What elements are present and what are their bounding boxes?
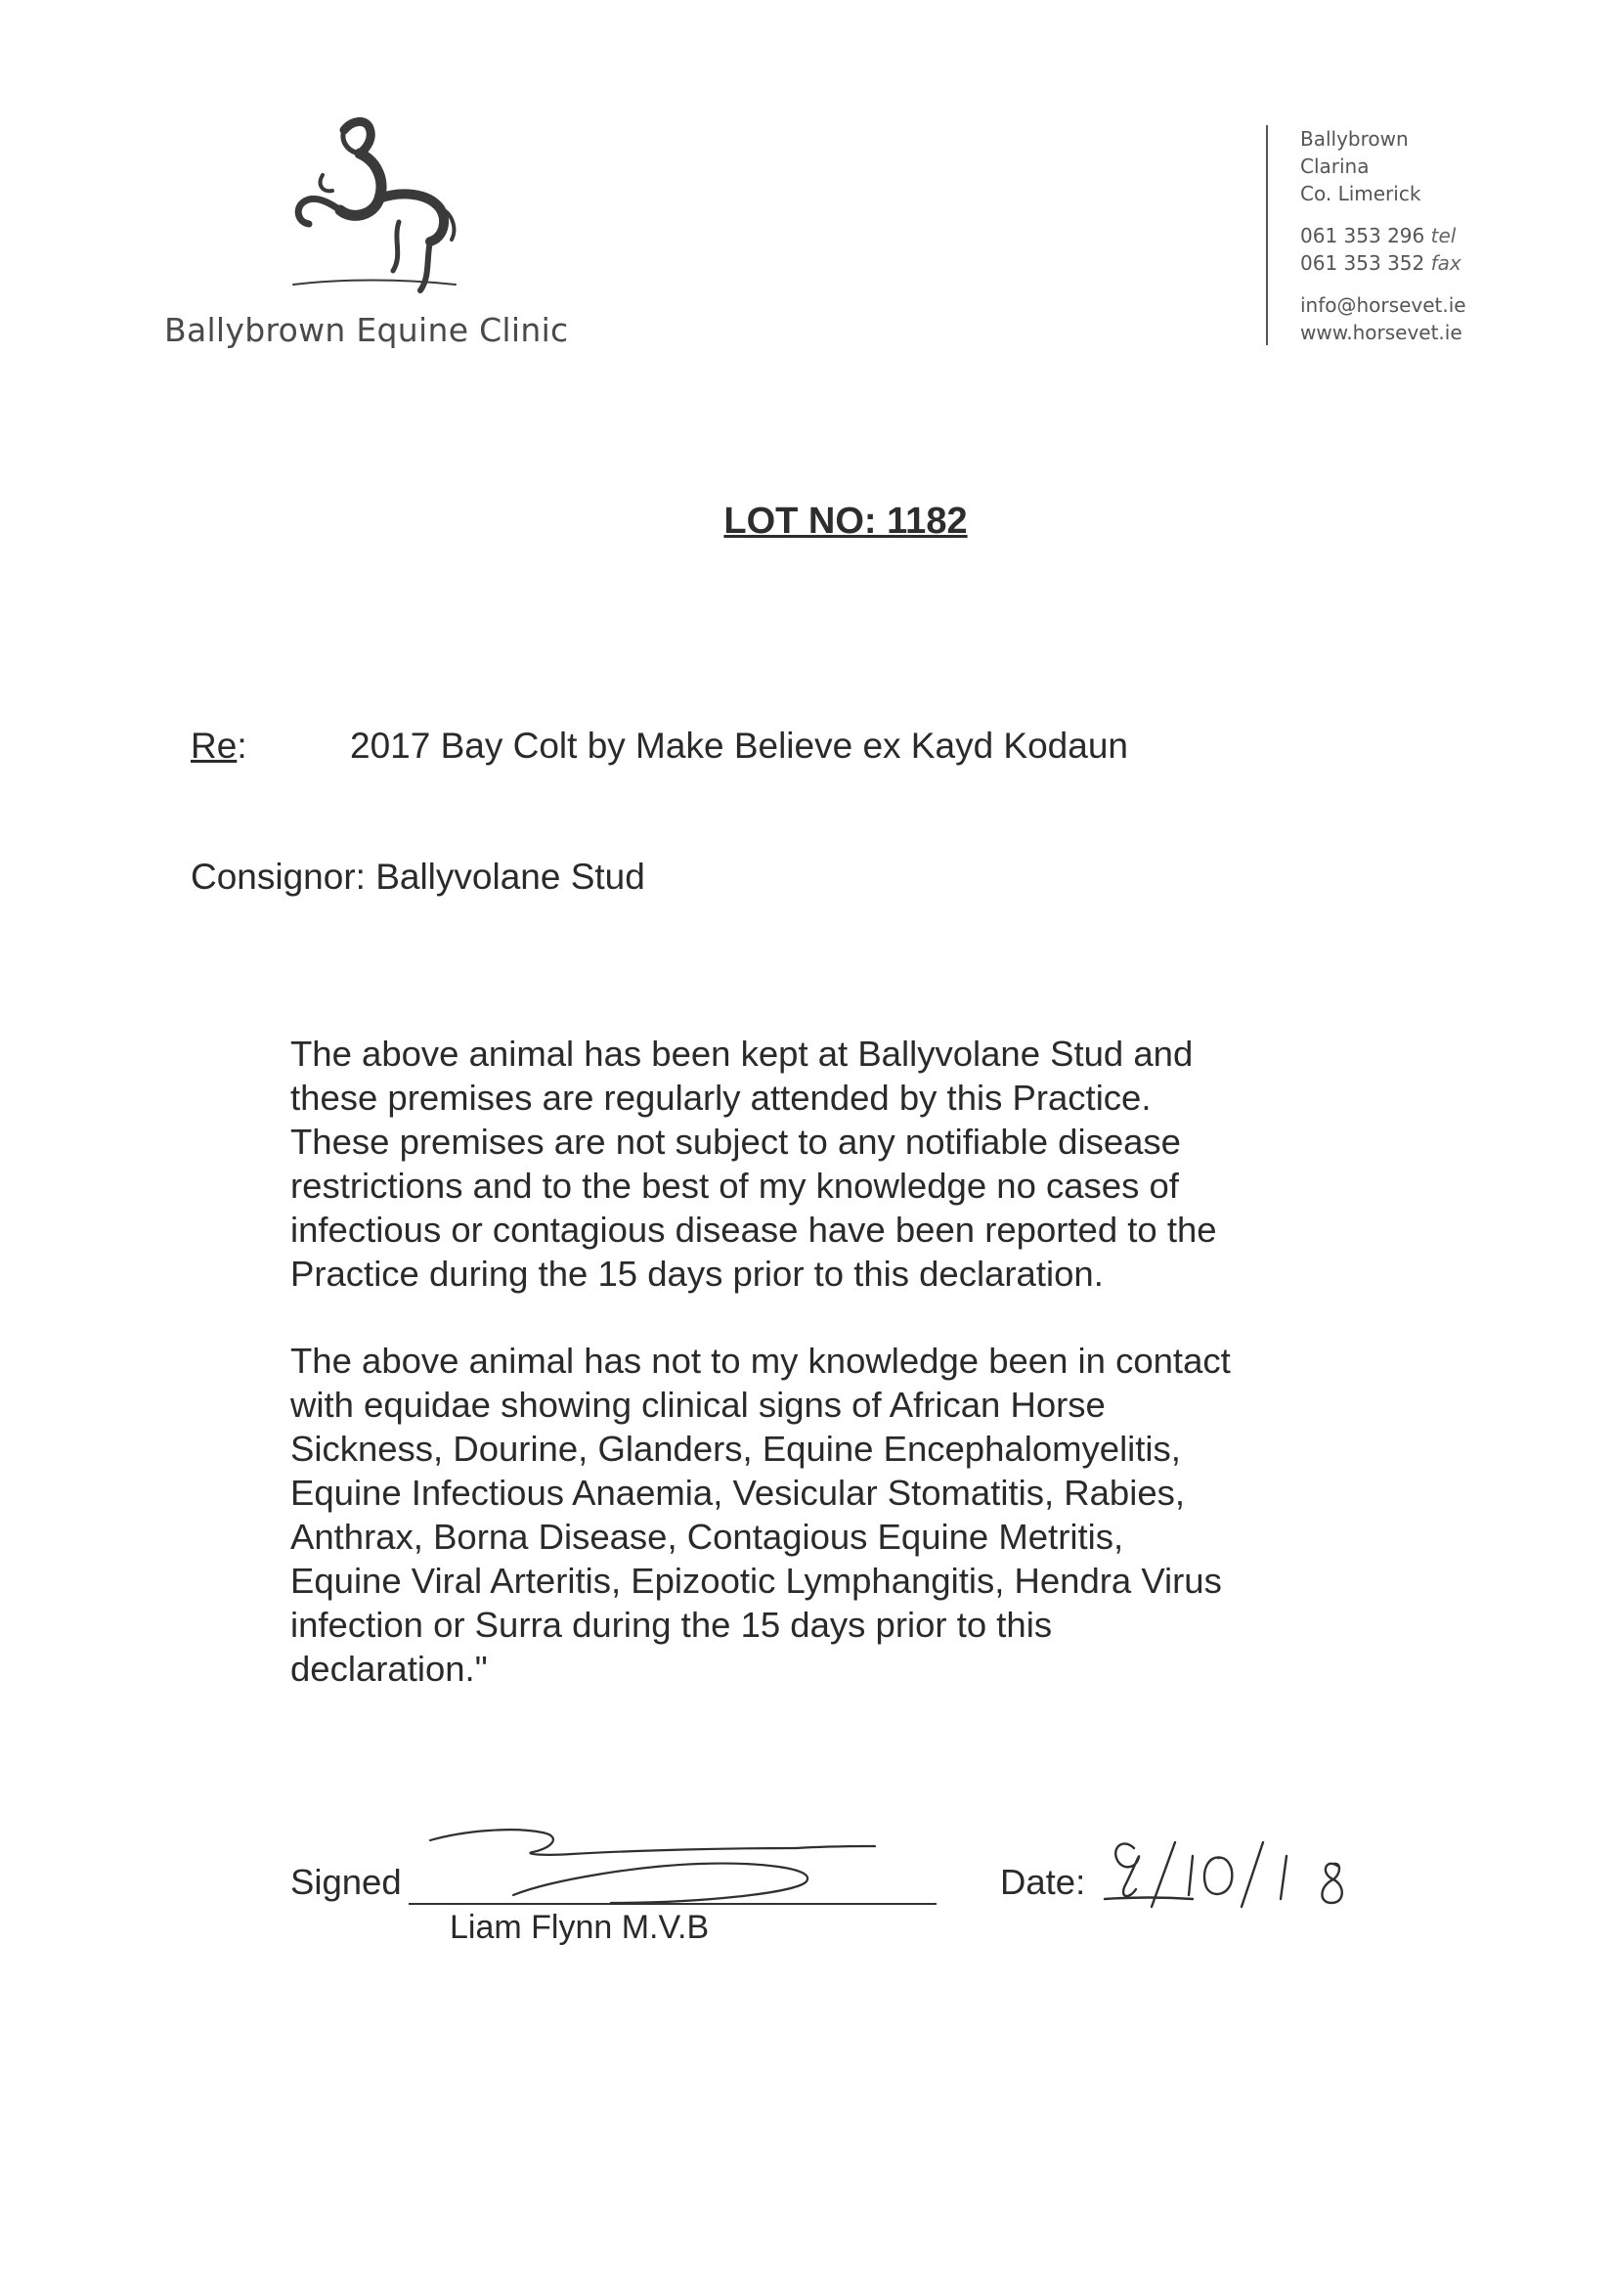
lot-number-heading: LOT NO: 1182: [723, 501, 968, 542]
paragraph-line: Anthrax, Borna Disease, Contagious Equine Metritis,: [290, 1517, 1124, 1557]
letterhead-contact-block: [1300, 125, 1466, 346]
paragraph-line: Equine Infectious Anaemia, Vesicular Stomatitis, Rabies,: [290, 1473, 1186, 1513]
address-line-1: Ballybrown: [1300, 127, 1409, 151]
signed-label: Signed: [290, 1862, 402, 1902]
phone-label: tel: [1430, 224, 1457, 247]
declaration-paragraph-2: [290, 1339, 1336, 1691]
paragraph-line: The above animal has been kept at Ballyvolane Stud and: [290, 1034, 1194, 1074]
paragraph-line: with equidae showing clinical signs of African Horse: [290, 1385, 1106, 1425]
paragraph-line: Sickness, Dourine, Glanders, Equine Encephalomyelitis,: [290, 1429, 1181, 1469]
email-address: info@horsevet.ie: [1300, 293, 1466, 317]
phone-number: 061 353 296: [1300, 224, 1425, 247]
paragraph-line: infectious or contagious disease have been reported to the: [290, 1210, 1217, 1250]
address-line-2: Clarina: [1300, 155, 1370, 178]
paragraph-line: These premises are not subject to any notifiable disease: [290, 1122, 1181, 1162]
fax-label: fax: [1430, 251, 1461, 275]
horse-logo-icon: [284, 112, 469, 298]
paragraph-line: infection or Surra during the 15 days prior to this: [290, 1605, 1053, 1645]
paragraph-line: restrictions and to the best of my knowledge no cases of: [290, 1166, 1179, 1206]
letterhead-divider: [1266, 125, 1268, 345]
handwritten-date: [1095, 1829, 1378, 1926]
paragraph-line: Practice during the 15 days prior to this declaration.: [290, 1254, 1104, 1294]
fax-row: [1300, 249, 1466, 277]
re-label-text: Re: [191, 726, 238, 766]
clinic-name: Ballybrown Equine Clinic: [164, 311, 569, 349]
consignor-line: Consignor: Ballyvolane Stud: [191, 857, 645, 897]
re-label: [191, 726, 247, 767]
re-subject: 2017 Bay Colt by Make Believe ex Kayd Kodaun: [350, 726, 1128, 766]
declaration-paragraph-1: [290, 1032, 1336, 1296]
fax-number: 061 353 352: [1300, 251, 1425, 275]
address-line-3: Co. Limerick: [1300, 182, 1421, 205]
phone-row: [1300, 222, 1466, 249]
paragraph-line: Equine Viral Arteritis, Epizootic Lymphangitis, Hendra Virus: [290, 1561, 1222, 1601]
paragraph-line: these premises are regularly attended by this Practice.: [290, 1078, 1152, 1118]
website-url: www.horsevet.ie: [1300, 321, 1462, 344]
signatory-name: Liam Flynn M.V.B: [450, 1909, 710, 1946]
re-label-colon: :: [237, 726, 247, 766]
paragraph-line: The above animal has not to my knowledge been in contact: [290, 1341, 1231, 1381]
paragraph-line: declaration.": [290, 1649, 488, 1689]
date-label: Date:: [1000, 1862, 1086, 1902]
